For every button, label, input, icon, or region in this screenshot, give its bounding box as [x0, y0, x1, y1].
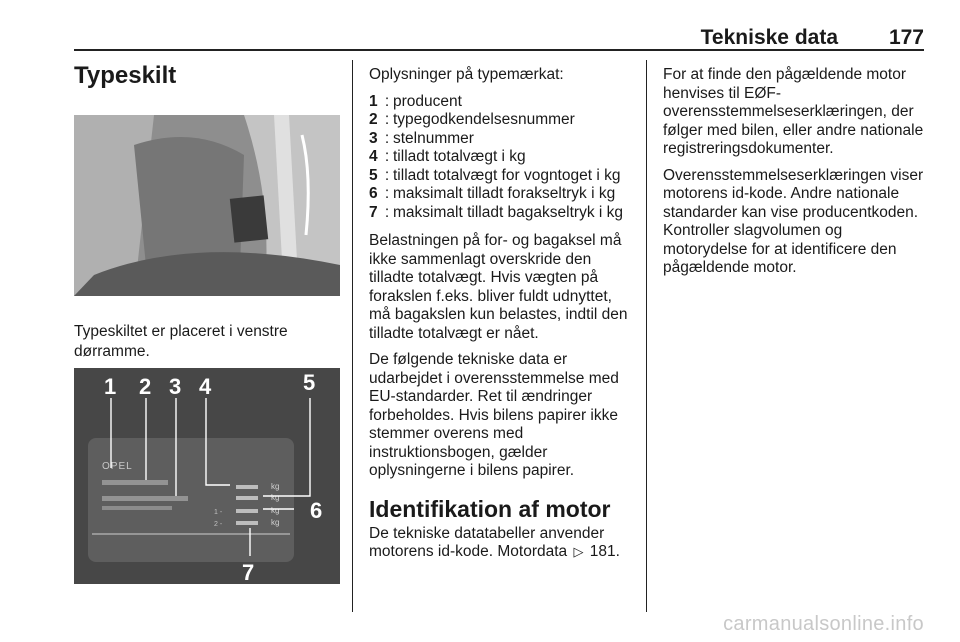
- type-plate-legend: [369, 93, 635, 223]
- door-frame-photo: [74, 115, 340, 296]
- callout-6: 6: [310, 498, 323, 523]
- legend-number: 2: [369, 111, 378, 128]
- legend-item: 2 : typegodkendelsesnummer: [369, 111, 635, 130]
- callout-2: 2: [139, 374, 152, 399]
- legend-text: maksimalt tilladt bagakseltryk i kg: [393, 203, 623, 221]
- paragraph-axle-load: Belastningen på for- og bagaksel må ikke sammenlagt overskride den tilladte totalvægt. Hvis vægten på forakslen f.eks. bliver fuldt udnyttet, må bagakslen kun belastes, indtil den tilladte totalvægt er nået.: [369, 232, 628, 342]
- page-header: [74, 22, 924, 50]
- callout-5: 5: [303, 370, 316, 395]
- engine-data-page-link[interactable]: 181.: [589, 543, 620, 560]
- type-plate-figure: [74, 368, 340, 584]
- site-watermark: carmanualsonline.info: [723, 613, 924, 635]
- callout-3: 3: [169, 374, 182, 399]
- header-rule: [74, 49, 924, 51]
- legend-number: 5: [369, 166, 378, 184]
- paragraph-engine-identification: Overensstemmelseserklæringen viser motorens id-kode. Andre nationale standarder kan vise producentkoden. Kontroller slagvolumen og motorydelse for at identificere den pågældende motor.: [663, 166, 924, 276]
- legend-text: tilladt totalvægt for vogntoget i kg: [393, 166, 621, 184]
- legend-item: 4 : tilladt totalvægt i kg: [369, 148, 635, 167]
- legend-text: typegodkendelsesnummer: [393, 111, 575, 128]
- photo-caption: Typeskiltet er placeret i venstre dørramme.: [74, 323, 288, 360]
- right-column: [663, 66, 929, 286]
- plate-brand: OPEL: [102, 461, 133, 472]
- plate-unit-2: kg: [271, 493, 280, 502]
- section-heading-engine-id: Identifikation af motor: [369, 495, 611, 522]
- type-plate-diagram: [74, 368, 340, 584]
- legend-item: 5 : tilladt totalvægt for vogntoget i kg: [369, 167, 635, 186]
- callout-4: 4: [199, 374, 212, 399]
- legend-number: 6: [369, 185, 378, 202]
- legend-item: 6 : maksimalt tilladt forakseltryk i kg: [369, 185, 635, 204]
- legend-number: 4: [369, 148, 378, 165]
- paragraph-engine-code: [369, 525, 635, 562]
- legend-item: 3 : stelnummer: [369, 130, 635, 149]
- legend-text: producent: [393, 92, 462, 110]
- plate-unit-4: kg: [271, 518, 280, 527]
- legend-number: 7: [369, 203, 378, 221]
- callout-1: 1: [104, 374, 117, 399]
- legend-number: 1: [369, 92, 378, 110]
- plate-axle-1: 1 -: [214, 509, 223, 516]
- door-frame-illustration: [74, 115, 340, 296]
- column-divider-2: [646, 60, 647, 612]
- legend-number: 3: [369, 129, 378, 147]
- legend-item: 7 : maksimalt tilladt bagakseltryk i kg: [369, 204, 635, 223]
- legend-item: 1 : producent: [369, 93, 635, 112]
- page-number: 177: [888, 26, 924, 49]
- legend-text: tilladt totalvægt i kg: [393, 148, 526, 165]
- engine-code-text: De tekniske datatabeller anvender motorens id-kode. Motordata: [369, 524, 605, 560]
- paragraph-registration: For at finde den pågældende motor henvises til EØF-overensstemmelseserklæringen, der følger med bilen, eller andre nationale registreringsdokumenter.: [663, 66, 924, 157]
- plate-unit-3: kg: [271, 506, 280, 515]
- callout-7: 7: [242, 560, 255, 584]
- column-divider-1: [352, 60, 353, 612]
- legend-intro: Oplysninger på typemærkat:: [369, 66, 564, 83]
- page-reference-icon: ▷: [573, 544, 584, 559]
- plate-unit-1: kg: [271, 482, 280, 491]
- header-title: Tekniske data: [700, 26, 838, 49]
- legend-text: maksimalt tilladt forakseltryk i kg: [393, 185, 616, 202]
- legend-text: stelnummer: [393, 129, 474, 147]
- paragraph-standards: De følgende tekniske data er udarbejdet i overensstemmelse med EU-standarder. Ret til ændringer forbeholdes. Hvis bilens papirer ikke stemmer overens med instruktionsbogen, gælder oplysningerne i bilens papirer.: [369, 351, 619, 479]
- plate-axle-2: 2 -: [214, 521, 223, 528]
- middle-column: [369, 66, 635, 570]
- section-heading-typeskilt: Typeskilt: [74, 62, 177, 89]
